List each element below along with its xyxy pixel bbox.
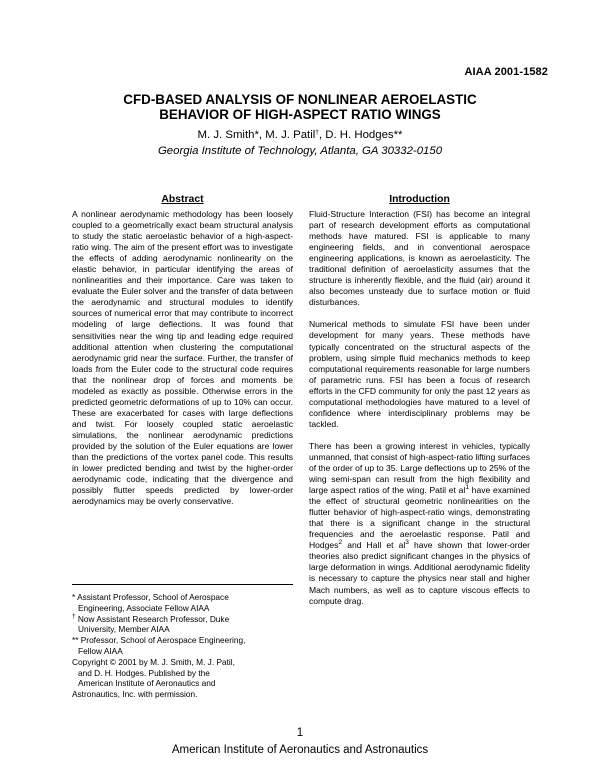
footnote-text: Assistant Professor, School of Aerospace — [75, 592, 229, 602]
citation-ref: 2 — [338, 539, 343, 547]
footnote-mark: † — [72, 612, 76, 620]
footnotes — [72, 584, 293, 700]
intro-p3-text: and Hall et al — [342, 540, 406, 551]
introduction-column — [309, 193, 530, 618]
footnote-1-cont: Engineering, Associate Fellow AIAA — [78, 602, 210, 613]
introduction-heading: Introduction — [389, 194, 450, 205]
title-line-1: CFD-BASED ANALYSIS OF NONLINEAR AEROELASTIC — [123, 92, 477, 107]
author-separator: , — [318, 129, 326, 141]
author-3-mark: ** — [393, 129, 403, 141]
footnote-2 — [72, 614, 293, 625]
author-2-mark: † — [315, 129, 319, 136]
footnote-3 — [72, 635, 293, 646]
copyright-line-3: American Institute of Aeronautics and — [78, 678, 216, 689]
footnote-1 — [72, 592, 293, 603]
intro-paragraph-1: Fluid-Structure Interaction (FSI) has become an integral part of research development efforts as computational methods have matured. FSI is applicable to many engineering fields, and in conventional aerospace engineering applications, is known as aeroelasticity. The traditional definition of aeroelasticity assumes that the structure is inherently flexible, and the fluid (air) around it also becomes unsteady due to surface motion or fluid disturbances. — [309, 209, 530, 308]
footnote-text: Now Assistant Research Professor, Duke — [75, 613, 230, 624]
intro-paragraph-3 — [309, 441, 530, 607]
report-id: AIAA 2001-1582 — [464, 66, 548, 78]
citation-ref: 1 — [465, 484, 469, 492]
intro-p3-text: have examined the effect of structural geometric nonlinearities on the flutter behavior of high-aspect-ratio wings, demonstrating that there is a significant change in the structural frequencies and the aeroelastic response. Patil and Hodges — [309, 485, 531, 551]
author-2: M. J. Patil — [265, 129, 316, 141]
affiliation: Georgia Institute of Technology, Atlanta, GA 30332-0150 — [157, 145, 443, 157]
paper-title — [0, 92, 600, 123]
copyright-line-4: Astronautics, Inc. with permission. — [72, 689, 198, 700]
copyright-line-1: Copyright © 2001 by M. J. Smith, M. J. Patil, — [72, 656, 235, 667]
author-separator: , — [258, 129, 266, 141]
footnote-mark: ** — [72, 635, 79, 646]
page-number: 1 — [296, 727, 304, 739]
author-1-mark: * — [254, 129, 259, 141]
intro-p3-text: have shown that lower-order theories also predict significant changes in the physics of large deformation in wings. Additional aerodynamic fidelity is necessary to capture the physics near stall and higher Mach numbers, as well as to capture viscous effects to compute drag. — [309, 540, 531, 606]
footnote-text: Professor, School of Aerospace Engineering, — [78, 635, 246, 646]
citation-ref: 3 — [405, 539, 409, 547]
abstract-heading: Abstract — [161, 194, 204, 205]
footnote-2-cont: University, Member AIAA — [78, 624, 170, 635]
abstract-text: A nonlinear aerodynamic methodology has been loosely coupled to a geometrically exact beam structural analysis to study the static aeroelastic behavior of a high-aspect-ratio wing. The aim of the present effort was to investigate the effects of adding aerodynamic nonlinearity on the elastic behavior, in particular identifying the areas of nonlinearities and their importance. Care was taken to evaluate the Euler solver and the transfer of data between the aerodynamic and structural modules to identify sources of numerical error that may contribute to incorrect modeling of large deflections. It was found that sensitivities near the wing tip and leading edge required additional attention when clustering the computational aerodynamic grid near the surface. Further, the transfer of loads from the Euler code to the structural code requires that the nonlinear drop of forces and moments be modeled as exactly as possible. Otherwise errors in the predicted geometric deformations of up to 10% can occur. These are exacerbated for cases with large deflections and twist. For loosely coupled static aeroelastic simulations, the nonlinear aerodynamic predictions provided by the solution of the Euler equations are lower than the predictions of the vortex panel code. This results in lower predicted bending and twist by the higher-order aerodynamic code, indicating that the divergence and possibly flutter speeds predicted by lower-order aerodynamics may be overly conservative. — [72, 209, 293, 507]
title-line-2: BEHAVIOR OF HIGH-ASPECT RATIO WINGS — [159, 107, 441, 123]
intro-paragraph-2: Numerical methods to simulate FSI have been under development for many years. These methods have typically concentrated on the structural aspects of the problem, using simple fluid mechanics methods to keep computational requirements reasonable for large numbers of parametric runs. FSI has been a focus of research efforts in the CFD community for only the past 12 years as computational methodologies have matured to a level of confidence where interdisciplinary problems may be tackled. — [309, 319, 530, 429]
copyright-line-2: and D. H. Hodges. Published by the — [78, 667, 210, 678]
footer-organization: American Institute of Aeronautics and Astronautics — [171, 744, 429, 756]
footnote-3-cont: Fellow AIAA — [78, 645, 123, 656]
abstract-column — [72, 193, 293, 518]
footnote-mark: * — [72, 592, 76, 602]
author-1: M. J. Smith — [197, 129, 255, 141]
author-list — [0, 129, 600, 142]
author-3: D. H. Hodges — [325, 129, 394, 141]
intro-p3-text: There has been a growing interest in vehicles, typically unmanned, that consist of high-aspect-ratio lifting surfaces of the order of up to 35. Large deflections up to 25% of the wing semi-span can result from the high flexibility and large aspect ratios of the wing. Patil et al — [309, 440, 530, 496]
